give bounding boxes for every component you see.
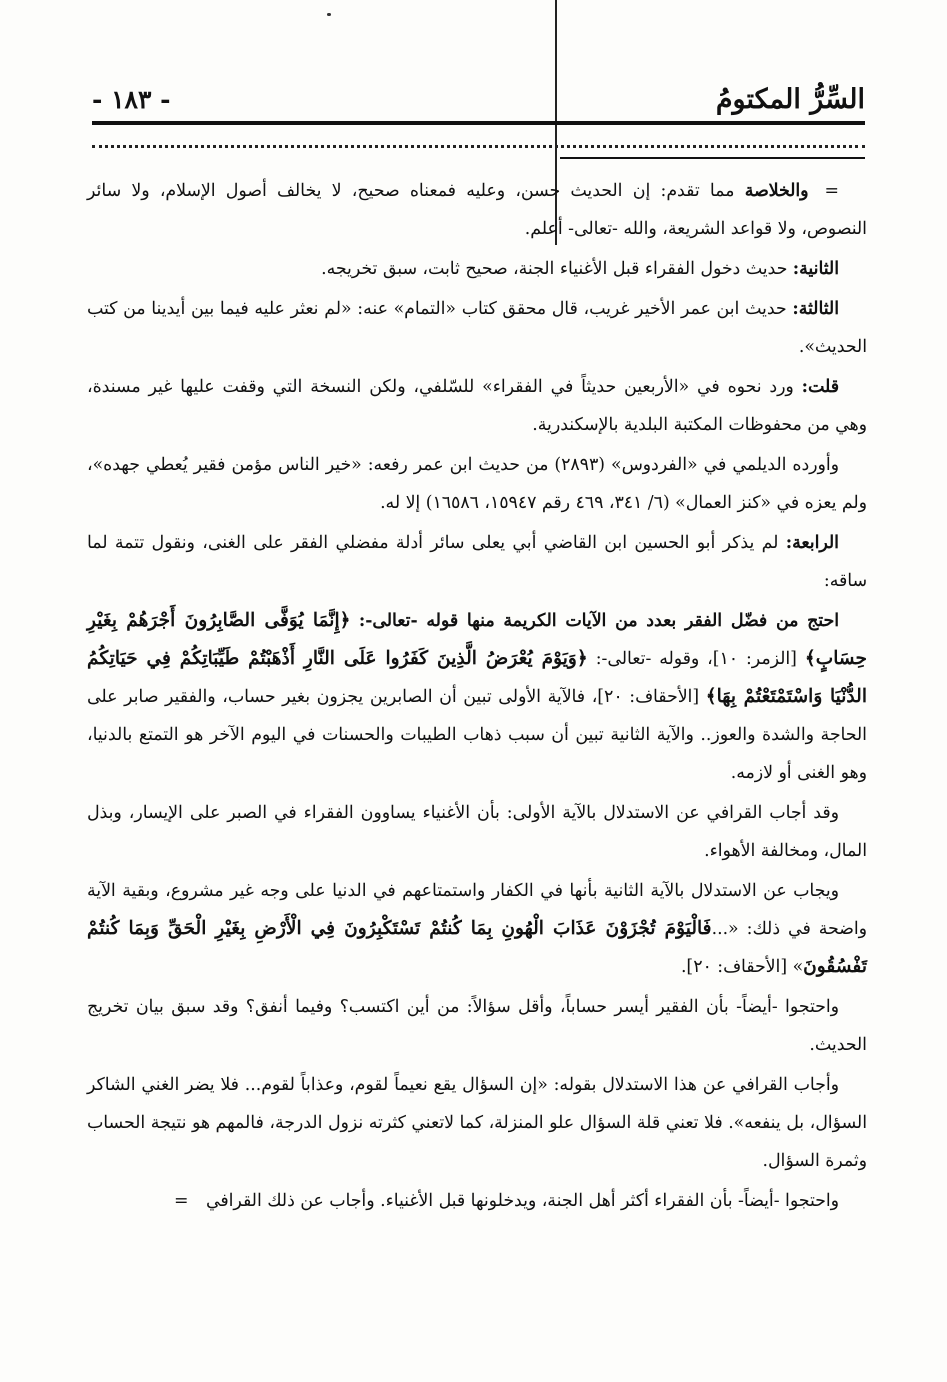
paragraph-text: حديث ابن عمر الأخير غريب، قال محقق كتاب «التمام» عنه: «لم نعثر عليه فيما بين أيدينا من كتب الحديث». xyxy=(87,299,867,357)
page-header xyxy=(92,80,865,120)
paragraph-lead: احتج من فضّل الفقر بعدد من الآيات الكريمة منها قوله -تعالى-: xyxy=(358,611,839,631)
paragraph-lead: قلت: xyxy=(801,377,840,397)
paragraph-paradise xyxy=(87,1182,867,1220)
short-rule xyxy=(560,157,865,159)
paragraph-text: واحتجوا -أيضاً- بأن الفقير أيسر حساباً، وأقل سؤالاً: من أين اكتسب؟ وفيما أنفق؟ وقد سبق بيان تخريج الحديث. xyxy=(87,997,867,1055)
continuation-mark: = xyxy=(173,1191,189,1211)
paragraph-text: مما تقدم: إن الحديث حسن، وعليه فمعناه صحيح، لا يخالف أصول الإسلام، ولا سائر النصوص، ولا قواعد الشريعة، والله -تعالى- أعلم. xyxy=(87,181,867,239)
paragraph-qarafi-reply xyxy=(87,794,867,870)
quran-verse: ﴿وَيَوْمَ يُعْرَضُ الَّذِينَ كَفَرُوا عَلَى النَّارِ أَذْهَبْتُمْ طَيِّبَاتِكُمْ فِي حَيَاتِكُمُ الدُّنْيَا وَاسْتَمْتَعْتُمْ بِهَا﴾ xyxy=(87,648,867,707)
paragraph-text: ويجاب عن الاستدلال بالآية الثانية بأنها في الكفار واستمتاعهم في الدنيا على وجه غير مشروع، وبقية الآية واضحة في ذلك: «... xyxy=(87,881,867,939)
paragraph-daylami xyxy=(87,446,867,522)
paragraph-lead: الثانية: xyxy=(792,259,839,279)
paragraph-second-verse-reply xyxy=(87,872,867,986)
continuation-mark: = xyxy=(824,181,839,201)
paragraph-text: ورد نحوه في «الأربعين حديثاً في الفقراء» للسّلفي، ولكن النسخة التي وقفت عليها غير مسندة، وهي من محفوظات المكتبة البلدية بالإسكندرية. xyxy=(87,377,867,435)
dotted-separator xyxy=(92,145,865,148)
paragraph-lead: الثالثة: xyxy=(792,299,839,319)
paragraph-text: واحتجوا -أيضاً- بأن الفقراء أكثر أهل الجنة، ويدخلونها قبل الأغنياء. وأجاب عن ذلك القرافي xyxy=(205,1191,839,1211)
paragraph-qultu xyxy=(87,368,867,444)
paragraph-text: حديث دخول الفقراء قبل الأغنياء الجنة، صحيح ثابت، سبق تخريجه. xyxy=(321,259,788,279)
scan-artifact-dot xyxy=(327,13,331,16)
paragraph-text: وأورده الديلمي في «الفردوس» (٢٨٩٣) من حديث ابن عمر رفعه: «خير الناس مؤمن فقير يُعطي جهده»، ولم يعزه في «كنز العمال» (٦/ ٣٤١، ٤٦٩ رقم ١٥٩٤٧، ١٦٥٨٦) إلا له. xyxy=(87,455,867,513)
paragraph-text: » [الأحقاف: ٢٠]. xyxy=(680,957,804,977)
quran-verse: ﴿إِنَّمَا يُوَفَّى الصَّابِرُونَ أَجْرَهُمْ بِغَيْرِ حِسَابٍ﴾ xyxy=(87,610,868,669)
paragraph-lead: والخلاصة xyxy=(744,181,809,201)
paragraph-text: وأجاب القرافي عن هذا الاستدلال بقوله: «إن السؤال يقع نعيماً لقوم، وعذاباً لقوم... فلا يضر الغني الشاكر السؤال، بل ينفعه». فلا تعني قلة السؤال علو المنزلة، كما لاتعني كثرته نزول الدرجة، فالمهم هو نتيجة الحساب وثمرة السؤال. xyxy=(87,1075,867,1171)
paragraph-third xyxy=(87,290,867,366)
paragraph-qarafi-question xyxy=(87,1066,867,1180)
page-body xyxy=(87,172,867,1222)
paragraph-text: [الزمر: ١٠]، وقوله -تعالى-: xyxy=(595,649,797,669)
paragraph-lead: الرابعة: xyxy=(785,533,839,553)
running-title: السِّرُّ المكتومُ xyxy=(715,84,865,115)
header-rule xyxy=(92,121,865,125)
paragraph-fourth xyxy=(87,524,867,600)
paragraph-second xyxy=(87,250,867,288)
page-number: - ١٨٣ - xyxy=(92,85,171,114)
paragraph-text: [الأحقاف: ٢٠]، فالآية الأولى تبين أن الصابرين يجزون بغير حساب، والفقير صابر على الحاجة والشدة والعوز.. والآية الثانية تبين أن سبب ذهاب الطيبات والحسنات في اليوم الآخر هو التمتع بالدنيا، وهو الغنى أو لازمه. xyxy=(87,687,867,783)
quran-verse: فَالْيَوْمَ تُجْزَوْنَ عَذَابَ الْهُونِ بِمَا كُنتُمْ تَسْتَكْبِرُونَ فِي الْأَرْضِ بِغَيْرِ الْحَقِّ وَبِمَا كُنتُمْ تَفْسُقُونَ xyxy=(87,918,867,977)
paragraph-conclusion xyxy=(87,172,867,248)
paragraph-text: وقد أجاب القرافي عن الاستدلال بالآية الأولى: بأن الأغنياء يساوون الفقراء في الصبر على الإيسار، وبذل المال، ومخالفة الأهواء. xyxy=(87,803,867,861)
paragraph-text: لم يذكر أبو الحسين ابن القاضي أبي يعلى سائر أدلة مفضلي الفقر على الغنى، ونقول تتمة لما ساقه: xyxy=(87,533,867,591)
paragraph-verses xyxy=(87,602,867,792)
paragraph-easier-reckoning xyxy=(87,988,867,1064)
